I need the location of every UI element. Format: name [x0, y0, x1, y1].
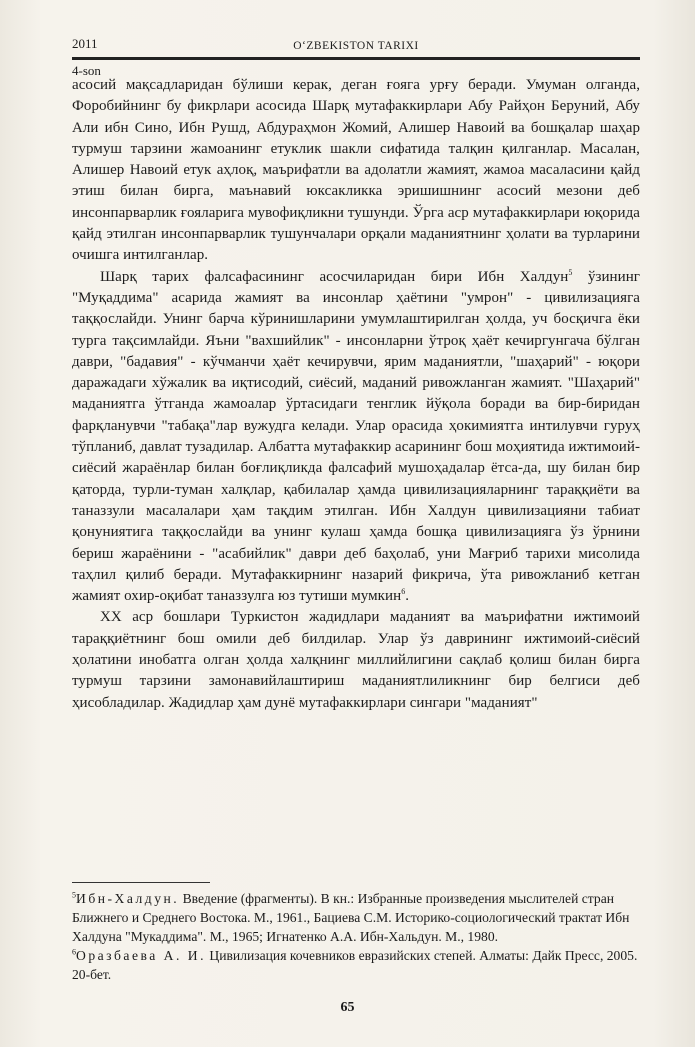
paragraph-2-text-b: ўзининг "Муқаддима" асарида жамият ва инсонлар ҳаётини "умрон" - цивилизацияга таққослайди. Унинг барча кўринишларини умумлаштирилган ҳолда, уч босқичга ёки турга тақсимлайди. Яъни "вахшийлик" - инсонларни ўтроқ ҳаёт кечиргунгача бўлган даври, "бадавия" - кўчманчи ҳаёт кечирувчи, ярим маданиятли, "шаҳарий" - юқори даражадаги хўжалик ва иқтисодий, сиёсий, маданий ривожланган жамият. "Шаҳарий" маданиятга ўтганда жамоалар ўртасидаги тенглик йўқола боради ва бир-биридан фарқланувчи "табақа"лар вужудга келади. Улар орасида ҳокимиятга интилувчи гуруҳ тўпланиб, давлат тузадилар. Албатта мутафаккир асарининг бош моҳиятида ижтимоий-сиёсий жараёнлар билан боғлиқликда фалсафий мушоҳадалар ётса-да, шу билан бир қаторда, турли-туман халқлар, қабилалар ҳамда цивилизацияларнинг тараққиёти ва таназзули масалалари ҳам тақдим этилган. Ибн Халдун цивилизацияни табиат қонуниятига таққослайди ва унинг кулаш ҳамда бошқа цивилизацияга ўз ўрнини бериш жараёнини - "асабийлик" даври деб баҳолаб, уни Мағриб тарихи мисолида таҳлил қилиб беради. Мутафаккирнинг назарий фикрича, ўта ривожланиб кетган жамият охир-оқибат таназзулга юз тутиши мумкин: [72, 268, 640, 605]
header-year: 2011: [72, 36, 98, 51]
footnote-6-number: 6: [72, 947, 76, 957]
footnote-5-author: Ибн-Халдун.: [76, 891, 180, 906]
footnote-6-text: Цивилизация кочевников евразийских степей. Алматы: Дайк Пресс, 2005. 20-бет.: [72, 948, 638, 982]
running-header: [72, 34, 640, 78]
footnote-ref-5[interactable]: 5: [568, 267, 573, 277]
footnote-separator: [72, 882, 210, 883]
footnote-6-author: Оразбаева А. И.: [76, 948, 207, 963]
paragraph-2: [72, 267, 640, 608]
paragraph-3: XX аср бошлари Туркистон жадидлари маданият ва маърифатни ижтимоий тараққиётнинг бош омили деб билдилар. Улар ўз даврининг ижтимоий-сиёсий ҳолатини инобатга олган ҳолда халқнинг миллийлигини сақлаб қолиш билан бирга турмуш тарзини замонавийлаштириш маданиятлиликнинг бир белгиси деб ҳисобладилар. Жадидлар ҳам дунё мутафаккирлари сингари "маданият": [72, 609, 640, 711]
paragraph-1: асосий мақсадларидан бўлиши керак, деган ғояга урғу беради. Умуман олганда, Форобийнинг бу фикрлари асосида Шарқ мутафаккирлари Абу Райҳон Беруний, Абу Али ибн Сино, Ибн Рушд, Абдураҳмон Жомий, Алишер Навоий ва бошқалар шаҳар турмуш тарзини жамоанинг етуклик шакли сифатида талқин қилганлар. Масалан, Алишер Навоий етук аҳлоқ, маърифатли ва адолатли жамият, жамоа масаласини қайд этиш билан бирга, маънавий юксакликка эришишнинг асосий мезони деб инсонпарварлик ғояларига мувофиқликни тушунди. Ўрга аср мутафаккирлари юқорида қайд этилган инсонпарварлик тушунчалари орқали маданиятнинг ҳолати ва турларини очишга интилганлар.: [72, 77, 640, 264]
footnotes: [72, 889, 640, 984]
footnote-5-number: 5: [72, 890, 76, 900]
footnote-ref-6[interactable]: 6: [401, 587, 406, 597]
footnote-5-text: Введение (фрагменты). В кн.: Избранные произведения мыслителей стран Ближнего и Среднего Востока. М., 1961., Бациева С.М. Историко-социологический трактат Ибн Халдуна "Мукаддима". М., 1965; Игнатенко А.А. Ибн-Хальдун. М., 1980.: [72, 891, 630, 944]
paragraph-2-text-a: Шарқ тарих фалсафасининг асосчиларидан бири Ибн Халдун: [100, 268, 569, 285]
header-journal-title: O‘ZBEKISTON TARIXI: [293, 40, 419, 52]
paragraph-2-end: .: [405, 588, 410, 605]
footnote-6: [72, 946, 640, 984]
page-number: 65: [340, 1000, 355, 1015]
header-issue: 4-son: [72, 63, 101, 78]
header-rule: [72, 57, 640, 60]
article-body: [72, 75, 640, 714]
footnote-5: [72, 889, 640, 946]
